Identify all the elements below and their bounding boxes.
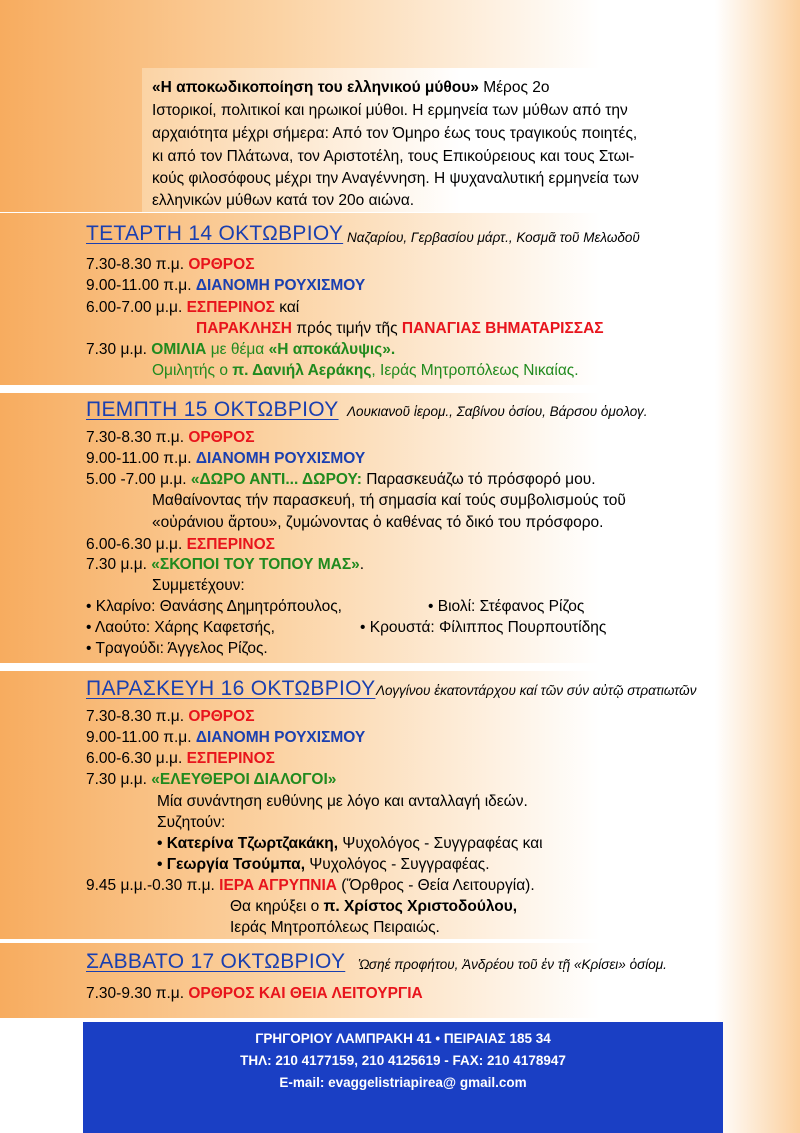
thu-row-participants-label: Συμμετέχουν: bbox=[152, 577, 245, 594]
fri-panelist-2: • Γεωργία Τσούμπα, Ψυχολόγος - Συγγραφέας. bbox=[157, 856, 490, 873]
thu-musician-1: • Κλαρίνο: Θανάσης Δημητρόπουλος, bbox=[86, 598, 342, 615]
thu-row-music: 7.30 μ.μ. «ΣΚΟΠΟΙ ΤΟΥ ΤΟΠΟΥ ΜΑΣ». bbox=[86, 556, 365, 573]
sat-row-liturgy: 7.30-9.30 π.μ. ΟΡΘΡΟΣ ΚΑΙ ΘΕΙΑ ΛΕΙΤΟΥΡΓΙΑ bbox=[86, 985, 423, 1002]
intro-title: «Η αποκωδικοποίηση του ελληνικού μύθου» bbox=[152, 79, 479, 96]
wednesday-title: ΤΕΤΑΡΤΗ 14 ΟΚΤΩΒΡΙΟΥ bbox=[86, 222, 344, 245]
fri-row-orthros: 7.30-8.30 π.μ. ΟΡΘΡΟΣ bbox=[86, 708, 255, 725]
intro-line-4: κούς φιλοσόφους μέχρι την Αναγέννηση. Η ψυχαναλυτική ερμηνεία των bbox=[152, 170, 639, 187]
friday-saints: Λογγίνου ἑκατοντάρχου καί τῶν σύν αὐτῷ στρατιωτῶν bbox=[376, 683, 697, 698]
wed-row-orthros: 7.30-8.30 π.μ. ΟΡΘΡΟΣ bbox=[86, 256, 255, 273]
fri-row-metropolis: Ιεράς Μητροπόλεως Πειραιώς. bbox=[230, 919, 440, 936]
thu-row-prosforo: 5.00 -7.00 μ.μ. «ΔΩΡΟ ΑΝΤΙ... ΔΩΡΟΥ: Παρασκευάζω τό πρόσφορό μου. bbox=[86, 471, 596, 488]
friday-title: ΠΑΡΑΣΚΕΥΗ 16 ΟΚΤΩΒΡΙΟΥ bbox=[86, 677, 376, 700]
fri-row-vigil: 9.45 μ.μ.-0.30 π.μ. ΙΕΡΑ ΑΓΡΥΠΝΙΑ (Ὄρθρος - Θεία Λειτουργία). bbox=[86, 877, 535, 894]
wed-row-homily: 7.30 μ.μ. ΟΜΙΛΙΑ με θέμα «Η αποκάλυψις». bbox=[86, 341, 396, 358]
wed-row-speaker: Ομιλητής ο π. Δανιήλ Αεράκης, Ιεράς Μητροπόλεως Νικαίας. bbox=[152, 362, 579, 379]
intro-title-line bbox=[152, 77, 550, 99]
intro-part: Μέρος 2ο bbox=[478, 79, 550, 96]
wed-row-vespers: 6.00-7.00 μ.μ. ΕΣΠΕΡΙΝΟΣ καί bbox=[86, 299, 300, 316]
fri-row-vespers: 6.00-6.30 μ.μ. ΕΣΠΕΡΙΝΟΣ bbox=[86, 750, 275, 767]
footer-phones: ΤΗΛ: 210 4177159, 210 4125619 - FAX: 210 4178947 bbox=[240, 1053, 566, 1068]
saturday-title: ΣΑΒΒΑΤΟ 17 ΟΚΤΩΒΡΙΟΥ bbox=[86, 950, 346, 973]
intro-line-2: αρχαιότητα μέχρι σήμερα: Από τον Όμηρο έως τους τραγικούς ποιητές, bbox=[152, 125, 638, 142]
intro-line-3: κι από τον Πλάτωνα, τον Αριστοτέλη, τους Επικούρειους και τους Στωι- bbox=[152, 148, 635, 165]
fri-row-clothing: 9.00-11.00 π.μ. ΔΙΑΝΟΜΗ ΡΟΥΧΙΣΜΟΥ bbox=[86, 729, 366, 746]
fri-row-dialogues: 7.30 μ.μ. «ΕΛΕΥΘΕΡΟΙ ΔΙΑΛΟΓΟΙ» bbox=[86, 771, 337, 788]
wednesday-saints: Ναζαρίου, Γερβασίου μάρτ., Κοσμᾶ τοῦ Μελωδοῦ bbox=[347, 230, 640, 245]
thursday-saints: Λουκιανοῦ ἱερομ., Σαβίνου ὁσίου, Βάρσου ὁμολογ. bbox=[347, 404, 648, 419]
thu-musician-4: • Κρουστά: Φίλιππος Πουρπουτίδης bbox=[360, 619, 607, 636]
footer-address: ΓΡΗΓΟΡΙΟΥ ΛΑΜΠΡΑΚΗ 41 • ΠΕΙΡΑΙΑΣ 185 34 bbox=[255, 1031, 551, 1046]
thu-row-clothing: 9.00-11.00 π.μ. ΔΙΑΝΟΜΗ ΡΟΥΧΙΣΜΟΥ bbox=[86, 450, 366, 467]
thu-row-orthros: 7.30-8.30 π.μ. ΟΡΘΡΟΣ bbox=[86, 429, 255, 446]
saturday-saints: Ὡσηέ προφήτου, Ἀνδρέου τοῦ ἐν τῇ «Κρίσει» ὁσίομ. bbox=[358, 957, 667, 972]
thu-musician-2: • Βιολί: Στέφανος Ρίζος bbox=[428, 598, 585, 615]
thu-row-vespers: 6.00-6.30 μ.μ. ΕΣΠΕΡΙΝΟΣ bbox=[86, 536, 275, 553]
fri-row-desc: Μία συνάντηση ευθύνης με λόγο και ανταλλαγή ιδεών. bbox=[157, 793, 528, 810]
thu-musician-3: • Λαούτο: Χάρης Καφετσής, bbox=[86, 619, 275, 636]
fri-row-preacher: Θα κηρύξει ο π. Χρίστος Χριστοδούλου, bbox=[230, 898, 518, 915]
thu-row-desc-1: Μαθαίνοντας τήν παρασκευή, τή σημασία καί τούς συμβολισμούς τοῦ bbox=[152, 492, 626, 509]
right-edge-strip bbox=[715, 0, 800, 1133]
wed-row-paraklisi: ΠΑΡΑΚΛΗΣΗ πρός τιμήν τῆς ΠΑΝΑΓΙΑΣ ΒΗΜΑΤΑΡΙΣΣΑΣ bbox=[196, 320, 604, 337]
wed-row-clothing: 9.00-11.00 π.μ. ΔΙΑΝΟΜΗ ΡΟΥΧΙΣΜΟΥ bbox=[86, 277, 366, 294]
fri-row-discuss-label: Συζητούν: bbox=[157, 814, 226, 831]
contact-footer bbox=[83, 1022, 723, 1133]
thu-row-desc-2: «οὐράνιου ἄρτου», ζυμώνοντας ὁ καθένας τό δικό του πρόσφορο. bbox=[152, 514, 604, 531]
fri-panelist-1: • Κατερίνα Τζωρτζακάκη, Ψυχολόγος - Συγγραφέας και bbox=[157, 835, 543, 852]
thursday-title: ΠΕΜΠΤΗ 15 ΟΚΤΩΒΡΙΟΥ bbox=[86, 398, 339, 421]
intro-line-5: ελληνικών μύθων κατά τον 20ο αιώνα. bbox=[152, 192, 415, 209]
footer-email[interactable]: E-mail: evaggelistriapirea@ gmail.com bbox=[279, 1075, 527, 1090]
intro-line-1: Ιστορικοί, πολιτικοί και ηρωικοί μύθοι. Η ερμηνεία των μύθων από την bbox=[152, 102, 628, 119]
thu-musician-5: • Τραγούδι: Άγγελος Ρίζος. bbox=[86, 640, 268, 657]
